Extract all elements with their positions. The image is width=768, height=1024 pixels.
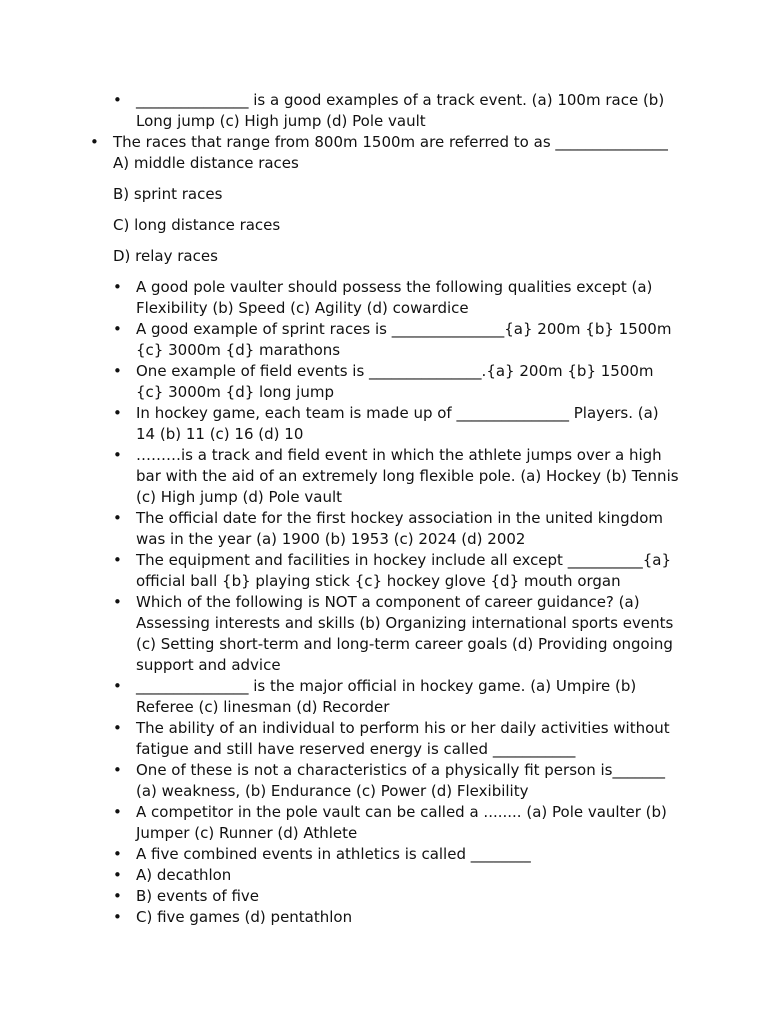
list-item: • C) five games (d) pentathlon	[136, 907, 681, 928]
question-list-top	[0, 90, 768, 132]
answer-options	[113, 153, 768, 267]
option-a: A) middle distance races	[113, 154, 299, 172]
list-item: • One of these is not a characteristics of a physically fit person is_______ (a) weakness, (b) Endurance (c) Power (d) Flexibility	[136, 760, 681, 802]
list-item: • The ability of an individual to perform his or her daily activities without fatigue and still have reserved energy is called ___________	[136, 718, 681, 760]
list-item: • One example of field events is _______________.{a} 200m {b} 1500m {c} 3000m {d} long jump	[136, 361, 681, 403]
list-item: • A good pole vaulter should possess the following qualities except (a) Flexibility (b) Speed (c) Agility (d) cowardice	[136, 277, 681, 319]
list-item: • The equipment and facilities in hockey include all except __________{a} official ball {b} playing stick {c} hockey glove {d} mouth organ	[136, 550, 681, 592]
question-list-outer	[0, 132, 768, 153]
list-item: • A) decathlon	[136, 865, 681, 886]
list-item: • The official date for the first hockey association in the united kingdom was in the year (a) 1900 (b) 1953 (c) 2024 (d) 2002	[136, 508, 681, 550]
list-item: • _______________ is the major official in hockey game. (a) Umpire (b) Referee (c) linesman (d) Recorder	[136, 676, 681, 718]
list-item: • _______________ is a good examples of a track event. (a) 100m race (b) Long jump (c) High jump (d) Pole vault	[136, 90, 676, 132]
option-b: B) sprint races	[113, 185, 223, 203]
question-list-main	[0, 277, 768, 928]
list-item: • In hockey game, each team is made up of _______________ Players. (a) 14 (b) 11 (c) 16 (d) 10	[136, 403, 681, 445]
list-item: • Which of the following is NOT a component of career guidance? (a) Assessing interests and skills (b) Organizing international sports events (c) Setting short-term and long-term career goals (d) Providing ongoing support and advice	[136, 592, 681, 676]
list-item: • A good example of sprint races is _______________{a} 200m {b} 1500m {c} 3000m {d} marathons	[136, 319, 681, 361]
option-d: D) relay races	[113, 247, 218, 265]
list-item: • A five combined events in athletics is called ________	[136, 844, 681, 865]
option-c: C) long distance races	[113, 216, 281, 234]
list-item: • B) events of five	[136, 886, 681, 907]
list-item: • A competitor in the pole vault can be called a ........ (a) Pole vaulter (b) Jumper (c) Runner (d) Athlete	[136, 802, 681, 844]
document-page	[0, 90, 768, 928]
list-item: • The races that range from 800m 1500m are referred to as _______________	[113, 132, 683, 153]
list-item: • ………is a track and field event in which the athlete jumps over a high bar with the aid of an extremely long flexible pole. (a) Hockey (b) Tennis (c) High jump (d) Pole vault	[136, 445, 681, 508]
